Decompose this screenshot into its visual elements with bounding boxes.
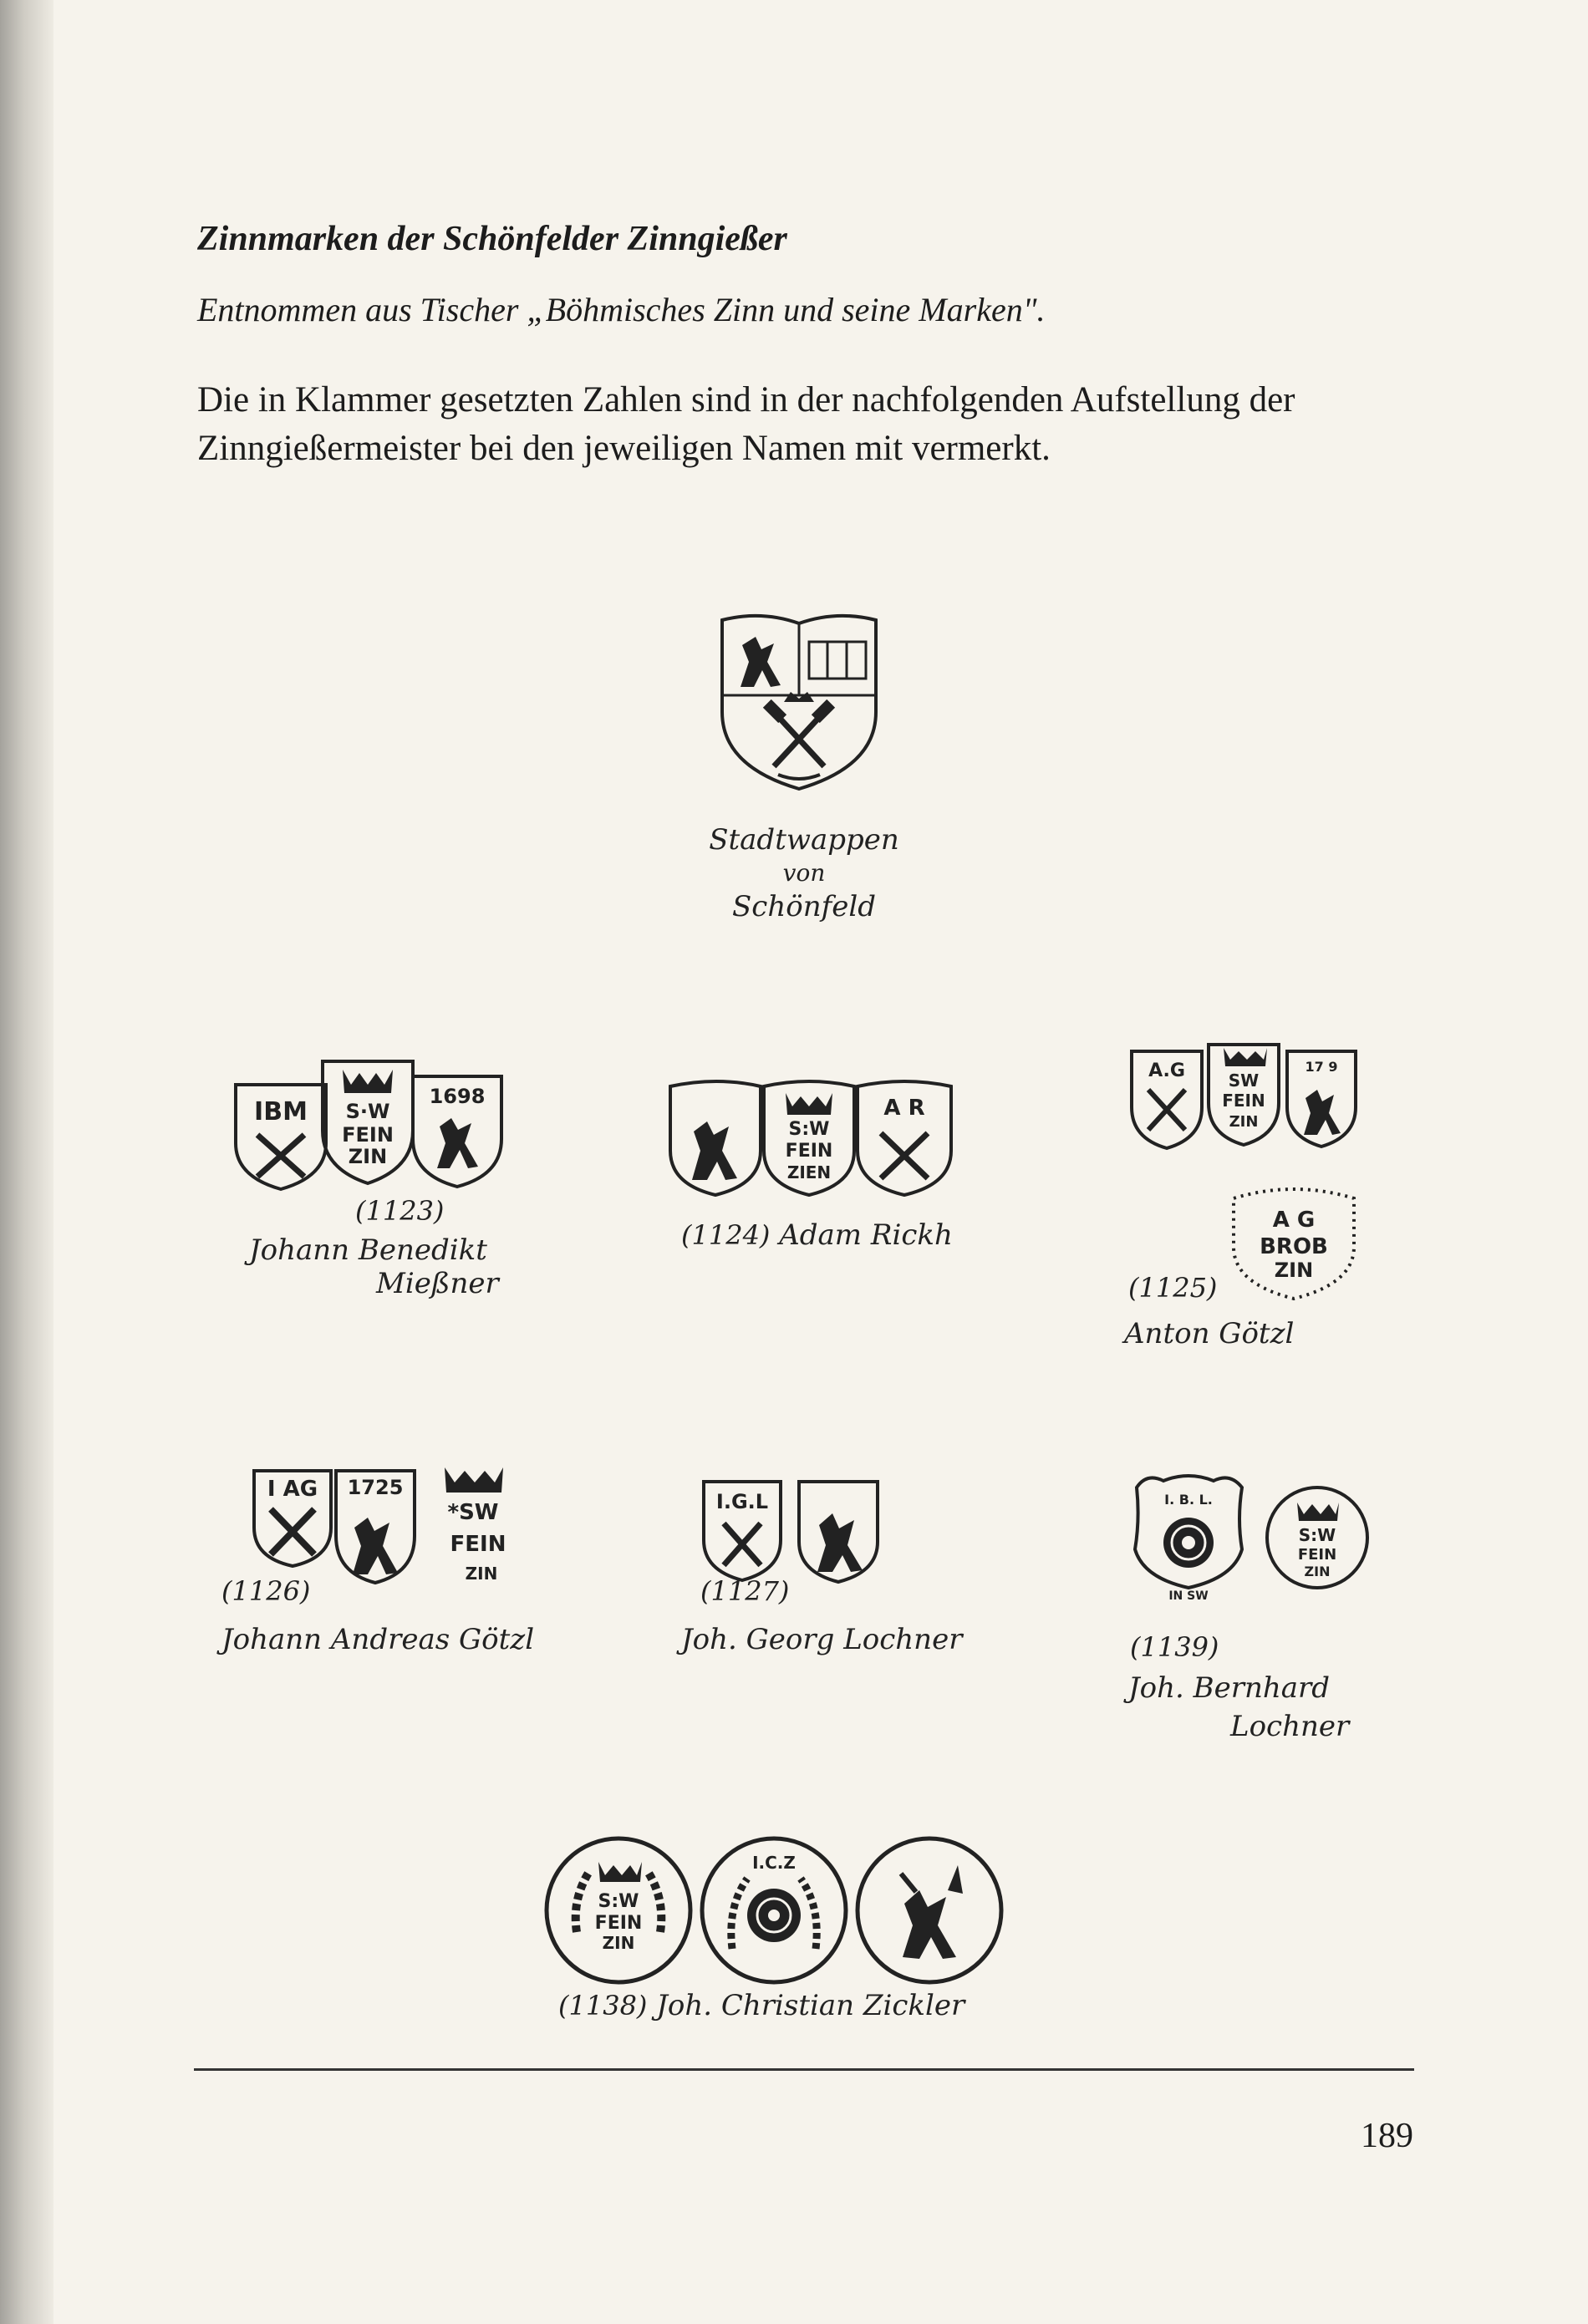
mark-1125-number: (1125) (1128, 1272, 1218, 1304)
stamp-text-1: A.G (1148, 1060, 1185, 1081)
caption-line-3: Schönfeld (732, 890, 876, 923)
caption-line-2: von (782, 859, 826, 887)
stamp-text-2: IN SW (1168, 1589, 1209, 1603)
mark-1138-image (542, 1832, 1010, 1991)
stamp-text-5: ZIN (1304, 1564, 1331, 1579)
stamp-text-5: ZIN (465, 1564, 498, 1584)
mark-1123-number: (1123) (355, 1195, 445, 1227)
stamp-text-4: I.C.Z (752, 1853, 796, 1873)
stamp-text-7: BROB (1260, 1234, 1328, 1259)
caption-line-1: Stadtwappen (709, 823, 899, 857)
coat-of-arms-image (715, 612, 883, 796)
stamp-text-4: ZIN (348, 1145, 388, 1168)
mark-1139-image (1130, 1469, 1379, 1603)
mark-1139-number: (1139) (1130, 1631, 1219, 1663)
mark-1126-name: Johann Andreas Götzl (221, 1623, 535, 1656)
stamp-text-2: FEIN (594, 1913, 643, 1934)
stamp-text-8: ZIN (1274, 1259, 1314, 1282)
stamp-text-2: FEIN (785, 1141, 833, 1162)
stamp-text-3: *SW (447, 1500, 499, 1525)
mark-1124-caption (681, 1218, 953, 1252)
mark-1123-name-line-1: Johann Benedikt (249, 1233, 487, 1267)
intro-paragraph: Die in Klammer gesetzten Zahlen sind in der nachfolgenden Aufstellung der Zinngießermeister bei den jeweiligen Namen mit vermerkt. (197, 380, 1295, 468)
mark-1125-lower-image (1227, 1180, 1361, 1301)
stamp-text-1: I.G.L (715, 1490, 769, 1513)
stamp-text-3: ZIN (602, 1933, 635, 1953)
mark-1126-number: (1126) (221, 1575, 311, 1607)
mark-1127-name: Joh. Georg Lochner (681, 1623, 963, 1656)
footer-rule (194, 2068, 1414, 2071)
stamp-text-4: FEIN (1297, 1546, 1337, 1564)
stamp-text-3: FEIN (342, 1123, 394, 1147)
stamp-text-1: S:W (788, 1119, 830, 1140)
stamp-text-4: FEIN (450, 1532, 506, 1557)
page-gutter-shadow (0, 0, 53, 2324)
mark-1123-image (232, 1051, 521, 1193)
stamp-text-2: S·W (345, 1100, 390, 1123)
stamp-text-5: 17 9 (1305, 1059, 1338, 1075)
mark-1124-number: (1124) (681, 1219, 771, 1251)
stamp-text-3: ZIEN (786, 1162, 832, 1182)
mark-1138-name: Joh. Christian Zickler (656, 1989, 965, 2022)
mark-1127-image (700, 1475, 894, 1585)
mark-1139-name-line-2: Lochner (1230, 1710, 1350, 1743)
stamp-text-1: I. B. L. (1164, 1492, 1213, 1508)
stamp-text-2: 1725 (347, 1476, 404, 1499)
stamp-text-1: S:W (598, 1891, 639, 1912)
mark-1138-number: (1138) (558, 1990, 648, 2021)
page-number: 189 (1361, 2117, 1413, 2155)
stamp-text-5: 1698 (429, 1085, 486, 1108)
stamp-text-2: SW (1228, 1070, 1260, 1091)
stamp-text-1: IBM (254, 1097, 308, 1126)
mark-1138-caption (558, 1989, 965, 2022)
mark-1139-name-line-1: Joh. Bernhard (1128, 1671, 1331, 1705)
mark-1125-name: Anton Götzl (1124, 1317, 1295, 1350)
mark-1124-image (667, 1071, 959, 1197)
stamp-text-1: I AG (267, 1477, 318, 1502)
source-note: Entnommen aus Tischer „Böhmisches Zinn und seine Marken". (197, 291, 1046, 328)
coat-of-arms-caption (704, 823, 904, 923)
stamp-text-3: S:W (1298, 1525, 1336, 1545)
mark-1123-name-line-2: Mießner (376, 1267, 499, 1300)
page-title: Zinnmarken der Schönfelder Zinngießer (197, 220, 787, 258)
mark-1127-number: (1127) (700, 1575, 790, 1607)
stamp-text-3: FEIN (1222, 1091, 1265, 1111)
mark-1125-upper-image (1128, 1036, 1364, 1153)
stamp-text-6: A G (1272, 1208, 1316, 1233)
stamp-text-4: A R (883, 1096, 925, 1121)
stamp-text-4: ZIN (1229, 1113, 1259, 1131)
mark-1124-name: Adam Rickh (779, 1218, 953, 1252)
